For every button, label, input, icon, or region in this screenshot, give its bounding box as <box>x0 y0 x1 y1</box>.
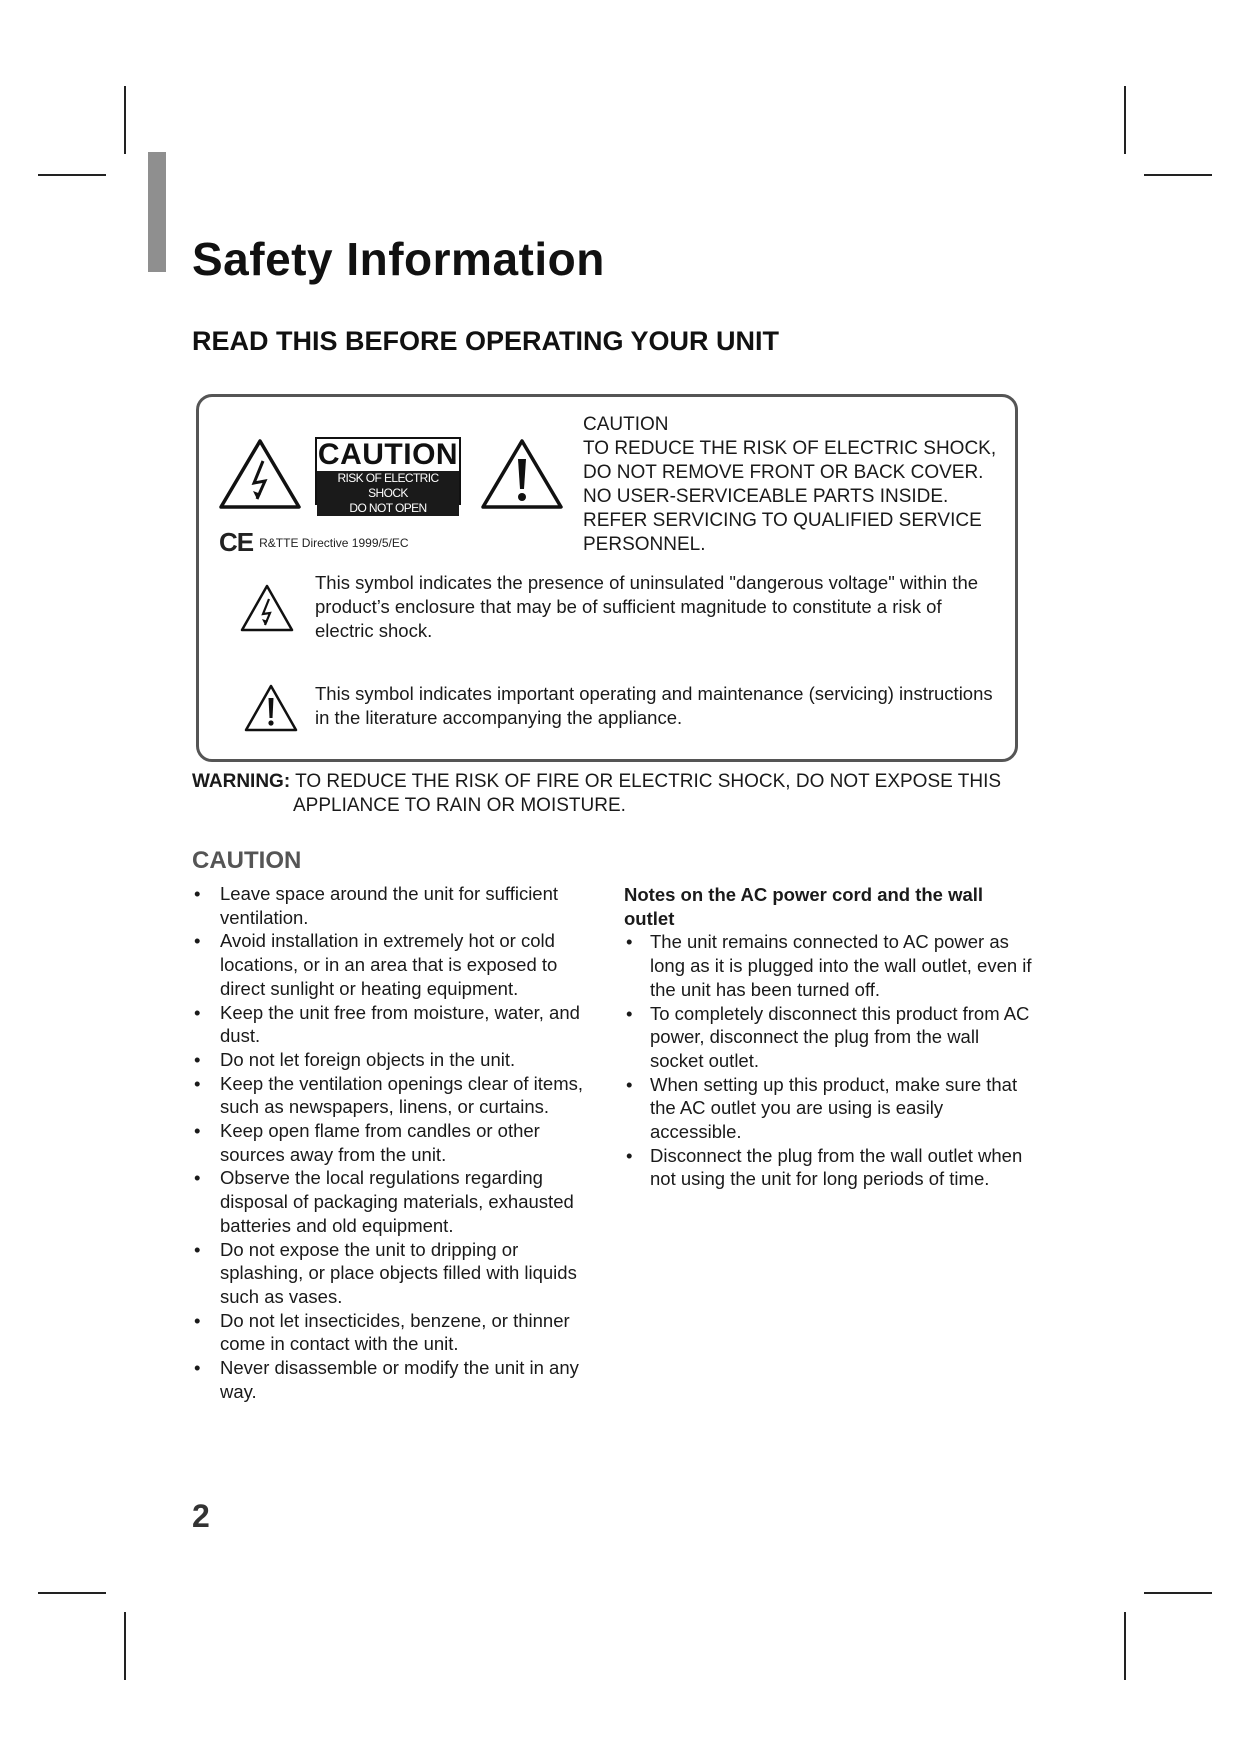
caution-sticker-title: CAUTION <box>317 438 459 471</box>
bullet-icon: • <box>194 930 201 952</box>
list-item: • When setting up this product, make sure that the AC outlet you are using is easily accessible. <box>626 1073 1018 1143</box>
list-item: • Keep open flame from candles or other sources away from the unit. <box>194 1120 540 1165</box>
notes-column <box>624 883 1034 1191</box>
section-accent-bar <box>148 152 166 272</box>
list-item: • Keep the ventilation openings clear of items, such as newspapers, linens, or curtains. <box>194 1072 584 1118</box>
warning-notice <box>192 770 1032 818</box>
caution-sticker-line2: DO NOT OPEN <box>317 501 459 516</box>
bullet-icon: • <box>194 1072 201 1094</box>
bullet-icon: • <box>626 931 633 953</box>
page-title: Safety Information <box>192 233 605 285</box>
notes-list <box>624 930 1034 1191</box>
notes-title: Notes on the AC power cord and the wall outlet <box>624 884 984 929</box>
caution-list <box>192 882 602 1403</box>
list-item: • Do not let foreign objects in the unit. <box>194 1048 516 1070</box>
ce-directive <box>219 527 409 558</box>
directive-text: R&TTE Directive 1999/5/EC <box>259 536 409 550</box>
caution-notice-line: REFER SERVICING TO QUALIFIED SERVICE <box>583 510 982 531</box>
lightning-warning-icon <box>217 437 303 511</box>
list-item: • Leave space around the unit for sufficient ventilation. <box>194 883 559 928</box>
bullet-icon: • <box>194 1309 201 1331</box>
caution-label-box <box>196 394 1018 762</box>
warning-text-line2: APPLIANCE TO RAIN OR MOISTURE. <box>293 795 626 816</box>
bullet-icon: • <box>194 1167 201 1189</box>
caution-notice-line: CAUTION <box>583 414 669 435</box>
crop-mark-top-right-horizontal <box>1144 174 1212 176</box>
page-number: 2 <box>192 1498 210 1534</box>
list-item: • Keep the unit free from moisture, water, and dust. <box>194 1001 580 1047</box>
bullet-icon: • <box>626 1073 633 1095</box>
list-item: • Do not expose the unit to dripping or splashing, or place objects filled with liquids such as vases. <box>194 1238 577 1307</box>
crop-mark-bottom-right-vertical <box>1124 1612 1126 1680</box>
caution-sticker-line1: RISK OF ELECTRIC SHOCK <box>317 471 459 501</box>
list-item: • Do not let insecticides, benzene, or thinner come in contact with the unit. <box>194 1309 570 1355</box>
list-item: • To completely disconnect this product from AC power, disconnect the plug from the wall socket outlet. <box>626 1002 1030 1071</box>
bullet-icon: • <box>626 1144 633 1166</box>
exclamation-symbol-text: This symbol indicates important operating and maintenance (servicing) instructions in the literature accompanying the appliance. <box>315 683 993 728</box>
lightning-warning-icon <box>239 583 295 633</box>
list-item: • Never disassemble or modify the unit in any way. <box>194 1357 579 1402</box>
exclamation-warning-icon <box>243 683 299 733</box>
bullet-icon: • <box>626 1002 633 1024</box>
warning-text-line1: TO REDUCE THE RISK OF FIRE OR ELECTRIC SHOCK, DO NOT EXPOSE THIS <box>295 771 1002 792</box>
crop-mark-bottom-left-vertical <box>124 1612 126 1680</box>
caution-list-column <box>192 882 602 1403</box>
page-subtitle: READ THIS BEFORE OPERATING YOUR UNIT <box>192 326 780 356</box>
list-item: • Observe the local regulations regarding disposal of packaging materials, exhausted batteries and old equipment. <box>194 1167 574 1236</box>
crop-mark-bottom-right-horizontal <box>1144 1592 1212 1594</box>
crop-mark-top-right-vertical <box>1124 86 1126 154</box>
list-item: • Disconnect the plug from the wall outlet when not using the unit for long periods of time. <box>626 1144 1023 1190</box>
caution-notice <box>583 413 996 557</box>
list-item: • The unit remains connected to AC power as long as it is plugged into the wall outlet, even if the unit has been turned off. <box>626 931 1032 1000</box>
crop-mark-top-left-horizontal <box>38 174 106 176</box>
caution-notice-line: NO USER-SERVICEABLE PARTS INSIDE. <box>583 486 949 507</box>
list-item: • Avoid installation in extremely hot or cold locations, or in an area that is exposed to direct sunlight or heating equipment. <box>194 930 558 999</box>
crop-mark-top-left-vertical <box>124 86 126 154</box>
voltage-symbol-text: This symbol indicates the presence of uninsulated "dangerous voltage" within the product’s enclosure that may be of sufficient magnitude to constitute a risk of electric shock. <box>315 572 979 641</box>
caution-notice-line: DO NOT REMOVE FRONT OR BACK COVER. <box>583 462 984 483</box>
bullet-icon: • <box>194 1001 201 1023</box>
bullet-icon: • <box>194 1238 201 1260</box>
warning-label: WARNING: <box>192 771 291 792</box>
ce-mark-icon: CE <box>219 527 254 557</box>
bullet-icon: • <box>194 1120 201 1142</box>
exclamation-warning-icon <box>479 437 565 511</box>
crop-mark-bottom-left-horizontal <box>38 1592 106 1594</box>
bullet-icon: • <box>194 883 201 904</box>
caution-notice-line: TO REDUCE THE RISK OF ELECTRIC SHOCK, <box>583 438 997 459</box>
bullet-icon: • <box>194 1048 201 1070</box>
bullet-icon: • <box>194 1357 201 1379</box>
caution-section-heading: CAUTION <box>192 847 302 874</box>
caution-sticker <box>315 437 461 515</box>
caution-notice-line: PERSONNEL. <box>583 534 706 555</box>
